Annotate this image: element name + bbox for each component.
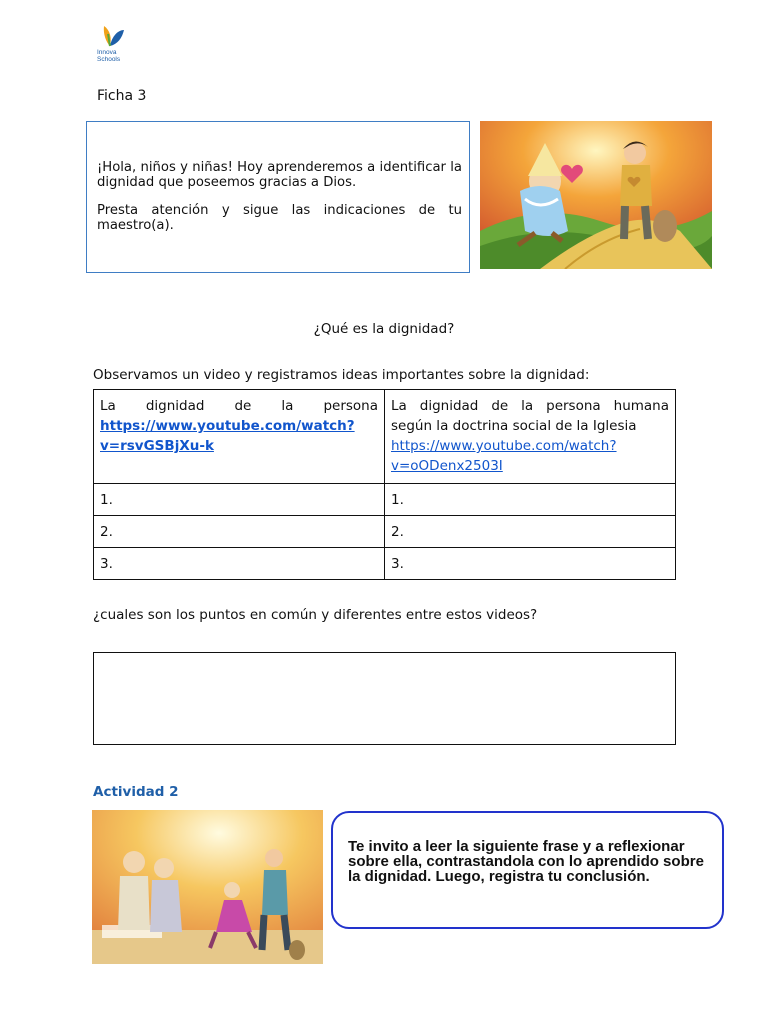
observe-instruction: Observamos un video y registramos ideas importantes sobre la dignidad:: [93, 367, 590, 383]
table-cell: [385, 390, 676, 484]
compare-question: ¿cuales son los puntos en común y diferentes entre estos videos?: [93, 607, 538, 623]
intro-paragraph-2: Presta atención y sigue las indicaciones de tu maestro(a).: [97, 203, 462, 233]
logo-text-2: Schools: [97, 56, 121, 63]
invite-box: [331, 811, 724, 929]
answer-cell[interactable]: 1.: [385, 484, 676, 516]
video-1-title: La dignidad de la persona: [100, 398, 378, 414]
video-ideas-table: [93, 389, 676, 580]
table-header-row: [94, 390, 676, 484]
video-1-link-line-1[interactable]: https://www.youtube.com/watch?: [100, 418, 355, 434]
video-2-title-line-2: según la doctrina social de la Iglesia: [391, 418, 637, 434]
video-2-title-line-1: La dignidad de la persona humana: [391, 398, 669, 414]
intro-box: [86, 121, 470, 273]
worksheet-number: Ficha 3: [97, 88, 147, 104]
video-2-link-line-2[interactable]: v=oODenx2503I: [391, 458, 503, 474]
intro-paragraph-1: ¡Hola, niños y niñas! Hoy aprenderemos a identificar la dignidad que poseemos gracias a Dios.: [97, 160, 462, 190]
video-2-link-line-1[interactable]: https://www.youtube.com/watch?: [391, 438, 617, 454]
table-cell: [94, 390, 385, 484]
table-row: [94, 548, 676, 580]
intro-text: [97, 160, 462, 246]
activity-title: Actividad 2: [93, 784, 179, 800]
answer-cell[interactable]: 2.: [94, 516, 385, 548]
section-question: ¿Qué es la dignidad?: [313, 321, 455, 337]
invite-text: Te invito a leer la siguiente frase y a reflexionar sobre ella, contrastandola con lo aprendido sobre la dignidad. Luego, registra tu conclusión.: [348, 838, 704, 885]
illustration-family-sharing: [92, 810, 323, 964]
table-row: [94, 484, 676, 516]
answer-cell[interactable]: 3.: [94, 548, 385, 580]
answer-cell[interactable]: 1.: [94, 484, 385, 516]
answer-cell[interactable]: 2.: [385, 516, 676, 548]
illustration-saint-giving-heart: [480, 121, 712, 269]
video-1-link-line-2[interactable]: v=rsvGSBjXu-k: [100, 438, 214, 454]
compare-answer-box[interactable]: [93, 652, 676, 745]
answer-cell[interactable]: 3.: [385, 548, 676, 580]
logo-text: [97, 49, 120, 63]
logo-text-1: Innova: [97, 49, 117, 56]
table-row: [94, 516, 676, 548]
